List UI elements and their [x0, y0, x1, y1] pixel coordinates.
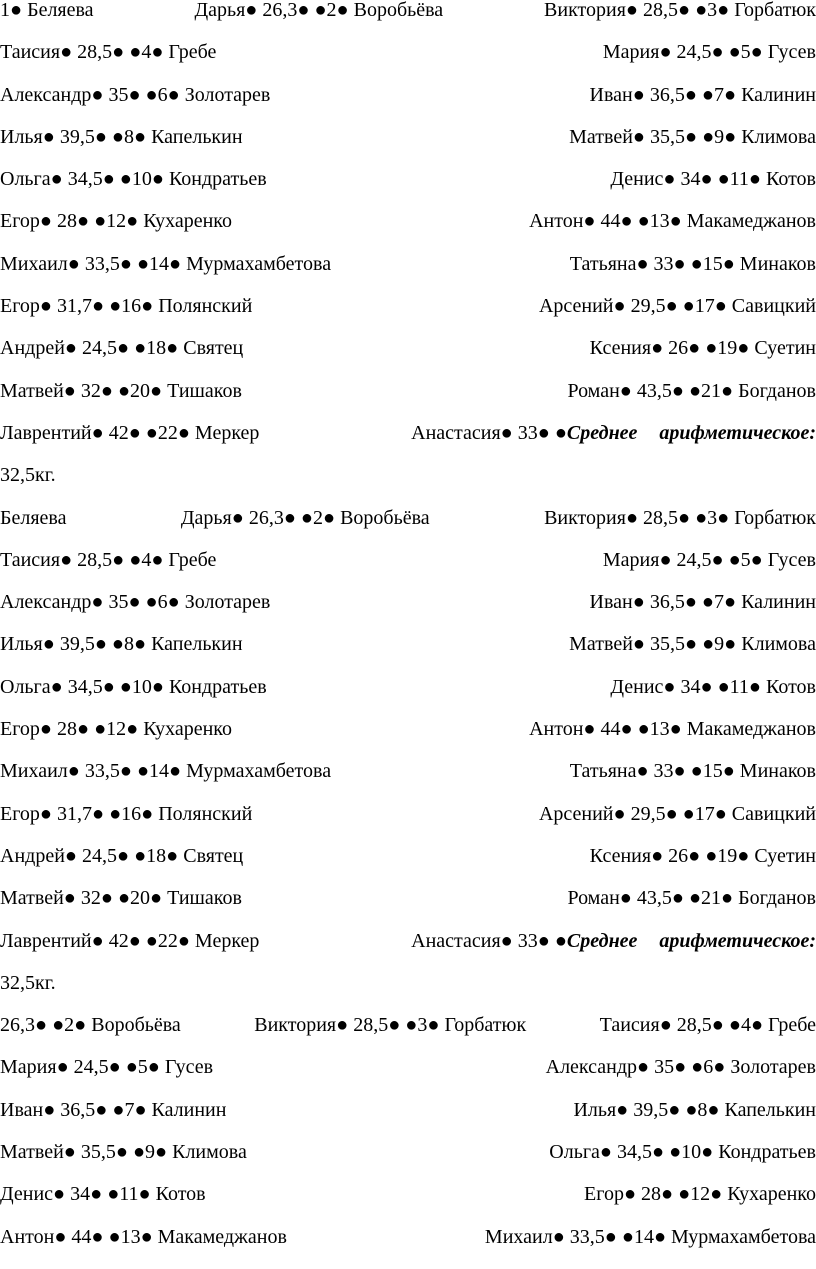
text-segment: Ольга● 34,5● ●10● Кондратьев	[549, 1141, 816, 1164]
average-label-group	[411, 423, 816, 443]
text-line	[0, 423, 816, 465]
text-segment: Егор● 28● ●12● Кухаренко	[0, 718, 232, 741]
text-segment: 32,5кг.	[0, 971, 56, 994]
text-segment: Анастасия● 33● ●	[411, 929, 567, 952]
text-segment: Арсений● 29,5● ●17● Савицкий	[538, 802, 816, 825]
text-segment: Анастасия● 33● ●	[411, 421, 567, 444]
text-line	[0, 677, 816, 719]
text-segment: Егор● 31,7● ●16● Полянский	[0, 802, 253, 825]
text-segment: Илья● 39,5● ●8● Капелькин	[0, 633, 243, 656]
text-segment: Михаил● 33,5● ●14● Мурмахамбетова	[0, 760, 332, 783]
text-segment: Дарья● 26,3● ●2● Воробьёва	[180, 506, 430, 529]
text-segment: Матвей● 32● ●20● Тишаков	[0, 887, 242, 910]
text-line	[0, 296, 816, 338]
text-line	[0, 465, 816, 507]
text-segment: Таисия● 28,5● ●4● Гребе	[599, 1014, 816, 1037]
text-segment: Лаврентий● 42● ●22● Меркер	[0, 929, 260, 952]
text-segment: Матвей● 32● ●20● Тишаков	[0, 379, 242, 402]
text-segment: Мария● 24,5● ●5● Гусев	[602, 548, 816, 571]
text-line	[0, 931, 816, 973]
text-segment: Антон● 44● ●13● Макамеджанов	[529, 718, 816, 741]
text-segment: Андрей● 24,5● ●18● Святец	[0, 337, 244, 360]
text-line	[0, 804, 816, 846]
text-segment: Матвей● 35,5● ●9● Климова	[569, 125, 816, 148]
text-segment: Михаил● 33,5● ●14● Мурмахамбетова	[0, 252, 332, 275]
text-segment: Беляева	[0, 506, 67, 529]
text-segment: Денис● 34● ●11● Котов	[610, 675, 816, 698]
text-segment: Антон● 44● ●13● Макамеджанов	[529, 210, 816, 233]
text-segment: Матвей● 35,5● ●9● Климова	[0, 1141, 247, 1164]
text-segment: Роман● 43,5● ●21● Богданов	[567, 379, 816, 402]
text-segment: Егор● 28● ●12● Кухаренко	[0, 210, 232, 233]
text-line	[0, 169, 816, 211]
average-label-word: Среднее	[566, 421, 638, 444]
text-segment: 1● Беляева	[0, 0, 94, 21]
text-line	[0, 1015, 816, 1057]
text-line	[0, 0, 816, 42]
text-segment: Денис● 34● ●11● Котов	[0, 1183, 206, 1206]
text-segment: Роман● 43,5● ●21● Богданов	[567, 887, 816, 910]
text-segment: Ольга● 34,5● ●10● Кондратьев	[0, 675, 267, 698]
text-segment: Ксения● 26● ●19● Суетин	[589, 337, 816, 360]
average-label-word: Среднее	[566, 929, 638, 952]
average-label-word: арифметическое:	[659, 929, 816, 952]
text-segment: Матвей● 35,5● ●9● Климова	[569, 633, 816, 656]
text-segment: 32,5кг.	[0, 464, 56, 487]
text-segment: 26,3● ●2● Воробьёва	[0, 1014, 181, 1037]
text-segment: Александр● 35● ●6● Золотарев	[0, 83, 271, 106]
text-segment: Илья● 39,5● ●8● Капелькин	[0, 125, 243, 148]
text-segment: Денис● 34● ●11● Котов	[610, 168, 816, 191]
text-line	[0, 761, 816, 803]
text-line	[0, 381, 816, 423]
text-line	[0, 973, 816, 1015]
text-segment: Иван● 36,5● ●7● Калинин	[589, 591, 816, 614]
text-segment: Таисия● 28,5● ●4● Гребе	[0, 548, 217, 571]
text-segment: Егор● 31,7● ●16● Полянский	[0, 295, 253, 318]
text-line	[0, 1100, 816, 1142]
text-segment: Антон● 44● ●13● Макамеджанов	[0, 1225, 287, 1248]
text-segment: Егор● 28● ●12● Кухаренко	[584, 1183, 816, 1206]
text-segment: Михаил● 33,5● ●14● Мурмахамбетова	[484, 1225, 816, 1248]
text-segment: Андрей● 24,5● ●18● Святец	[0, 844, 244, 867]
text-segment: Мария● 24,5● ●5● Гусев	[602, 41, 816, 64]
text-line	[0, 719, 816, 761]
text-line	[0, 1142, 816, 1184]
text-segment: Виктория● 28,5● ●3● Горбатюк	[544, 0, 816, 21]
text-line	[0, 85, 816, 127]
text-line	[0, 888, 816, 930]
text-segment: Виктория● 28,5● ●3● Горбатюк	[254, 1014, 527, 1037]
text-line	[0, 634, 816, 676]
text-segment: Таисия● 28,5● ●4● Гребе	[0, 41, 217, 64]
text-segment: Иван● 36,5● ●7● Калинин	[0, 1098, 227, 1121]
text-line	[0, 1057, 816, 1099]
text-line	[0, 127, 816, 169]
text-line	[0, 338, 816, 380]
text-line	[0, 42, 816, 84]
text-segment: Татьяна● 33● ●15● Минаков	[569, 760, 816, 783]
average-label-group	[411, 931, 816, 951]
text-line	[0, 1227, 816, 1269]
text-line	[0, 211, 816, 253]
text-segment: Лаврентий● 42● ●22● Меркер	[0, 421, 260, 444]
text-line	[0, 592, 816, 634]
text-line	[0, 550, 816, 592]
text-segment: Мария● 24,5● ●5● Гусев	[0, 1056, 214, 1079]
text-segment: Ольга● 34,5● ●10● Кондратьев	[0, 168, 267, 191]
text-segment: Иван● 36,5● ●7● Калинин	[589, 83, 816, 106]
text-segment: Дарья● 26,3● ●2● Воробьёва	[194, 0, 444, 21]
text-line	[0, 508, 816, 550]
text-segment: Александр● 35● ●6● Золотарев	[545, 1056, 816, 1079]
text-line	[0, 254, 816, 296]
text-segment: Илья● 39,5● ●8● Капелькин	[573, 1098, 816, 1121]
text-line	[0, 1184, 816, 1226]
text-segment: Ксения● 26● ●19● Суетин	[589, 844, 816, 867]
average-label-word: арифметическое:	[659, 421, 816, 444]
text-segment: Арсений● 29,5● ●17● Савицкий	[538, 295, 816, 318]
text-line	[0, 846, 816, 888]
text-segment: Татьяна● 33● ●15● Минаков	[569, 252, 816, 275]
text-segment: Виктория● 28,5● ●3● Горбатюк	[544, 506, 816, 529]
text-segment: Александр● 35● ●6● Золотарев	[0, 591, 271, 614]
